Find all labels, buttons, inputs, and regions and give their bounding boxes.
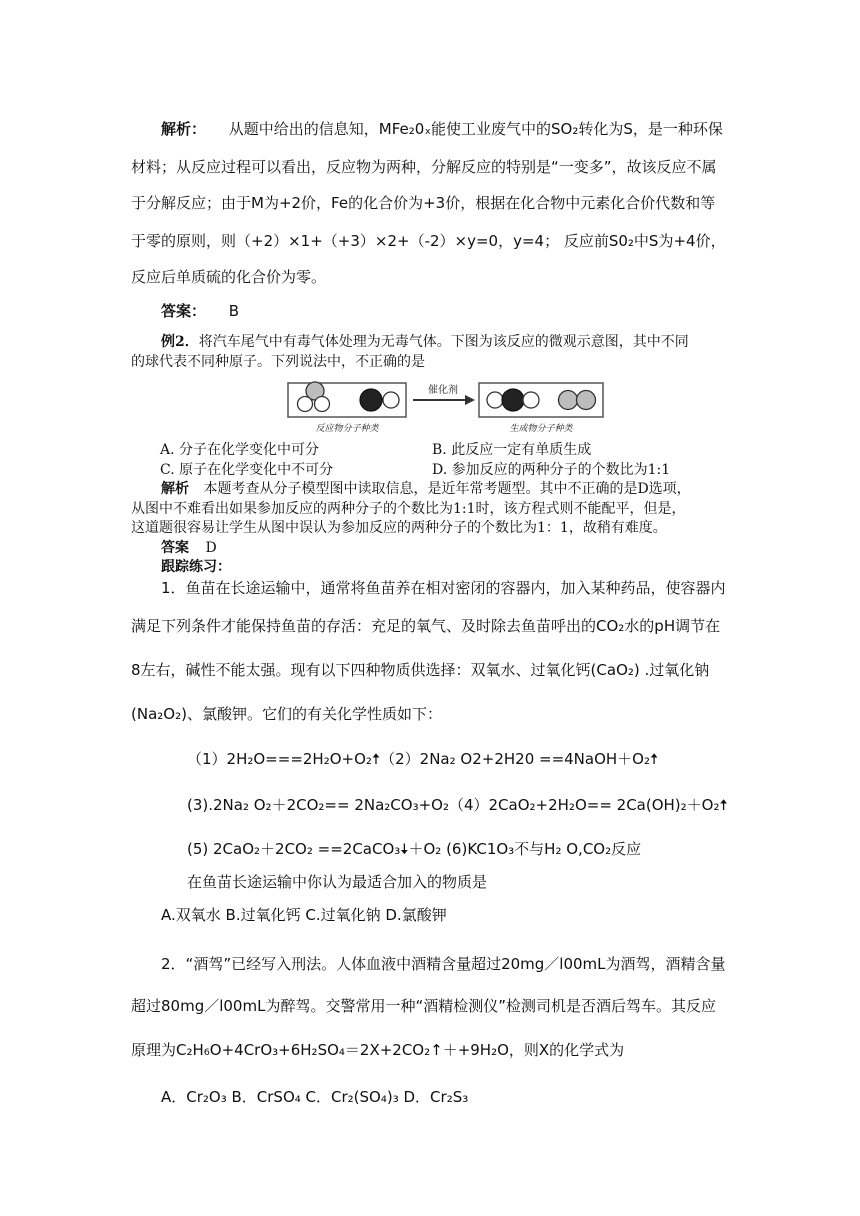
- reaction-diagram-svg: [287, 377, 605, 435]
- question-options: A.双氧水 B.过氧化钙 C.过氧化钠 D.氯酸钾: [161, 906, 447, 924]
- option-b: B. 此反应一定有单质生成: [432, 442, 592, 458]
- question-line: (Na₂O₂)、氯酸钾。它们的有关化学性质如下：: [131, 705, 442, 723]
- question-line: 2．“酒驾”已经写入刑法。人体血液中酒精含量超过20mg／l00mL为酒驾，酒精含量: [161, 955, 726, 973]
- question-options: A．Cr₂O₃ B．CrSO₄ C．Cr₂(SO₄)₃ D．Cr₂S₃: [161, 1088, 469, 1106]
- grey-atom: [559, 391, 578, 410]
- option-a: A. 分子在化学变化中可分: [160, 442, 320, 458]
- option-c: C. 原子在化学变化中不可分: [160, 462, 334, 478]
- example-question-line: 的球代表不同种原子。下列说法中，不正确的是: [131, 354, 425, 370]
- white-atom: [315, 397, 330, 412]
- example-answer-value: D: [205, 540, 217, 556]
- grey-atom: [577, 391, 596, 410]
- question-stem: 在鱼苗长途运输中你认为最适合加入的物质是: [187, 873, 488, 891]
- white-atom: [298, 397, 313, 412]
- analysis-label: 解析：: [161, 120, 207, 138]
- analysis-text: 从题中给出的信息知，MFe₂0ₓ能使工业废气中的SO₂转化为S，是一种环保: [228, 120, 723, 138]
- example-answer-line: [131, 538, 731, 558]
- example-answer-label: 答案: [161, 540, 189, 556]
- black-atom: [502, 389, 524, 411]
- example-text: 将汽车尾气中有毒气体处理为无毒气体。下图为该反应的微观示意图，其中不同: [198, 334, 689, 350]
- answer-line: [131, 301, 731, 321]
- question-line: 8左右，碱性不能太强。现有以下四种物质供选择：双氧水、过氧化钙(CaO₂) .过氧化钠: [131, 661, 710, 679]
- example-analysis-label: 解析: [161, 481, 189, 497]
- analysis-paragraph-line: 于分解反应；由于M为+2价，Fe的化合价为+3价，根据在化合物中元素化合价代数和等: [131, 194, 716, 212]
- arrow-head: [465, 395, 475, 405]
- analysis-paragraph-line: [131, 119, 731, 139]
- white-atom: [487, 392, 503, 408]
- reactant-caption: 反应物分子种类: [315, 424, 379, 434]
- example-analysis-text: 本题考查从分子模型图中读取信息，是近年常考题型。其中不正确的是D选项，: [203, 481, 691, 497]
- example-analysis-line: 从图中不难看出如果参加反应的两种分子的个数比为1:1时，该方程式则不能配平，但是，: [131, 501, 686, 517]
- option-d: D. 参加反应的两种分子的个数比为1:1: [432, 462, 671, 478]
- analysis-paragraph-line: 材料；从反应过程可以看出，反应物为两种，分解反应的特别是“一变多”，故该反应不属: [131, 158, 717, 176]
- practice-title: 跟踪练习：: [161, 559, 231, 575]
- catalyst-label: 催化剂: [428, 385, 458, 396]
- black-atom: [360, 389, 382, 411]
- question-line: 1．鱼苗在长途运输中，通常将鱼苗养在相对密闭的容器内，加入某种药品，使容器内: [161, 579, 726, 597]
- equation-line: （1）2H₂O===2H₂O+O₂🠅（2）2Na₂ O2+2H20 ==4NaOH＋O₂🠅: [187, 750, 659, 768]
- reaction-diagram: [287, 377, 605, 435]
- analysis-paragraph-line: 反应后单质硫的化合价为零。: [131, 268, 327, 286]
- white-atom: [523, 392, 539, 408]
- question-line: 满足下列条件才能保持鱼苗的存活：充足的氧气、及时除去鱼苗呼出的CO₂水的pH调节在: [131, 617, 721, 635]
- example-label: 例2．: [161, 334, 199, 350]
- question-line: 超过80mg／l00mL为醉驾。交警常用一种“酒精检测仪”检测司机是否酒后驾车。其反应: [131, 997, 716, 1015]
- example-analysis-line: [131, 479, 731, 499]
- example-analysis-line: 这道题很容易让学生从图中误认为参加反应的两种分子的个数比为1：1，故稍有难度。: [131, 520, 667, 536]
- answer-label: 答案：: [161, 302, 207, 320]
- product-caption: 生成物分子种类: [509, 424, 573, 434]
- white-atom: [383, 392, 399, 408]
- equation-line: (5) 2CaO₂＋2CO₂ ==2CaCO₃🠇＋O₂ (6)KC1O₃不与H₂ O,CO₂反应: [187, 840, 642, 858]
- answer-value: B: [228, 302, 240, 320]
- equation-line: (3).2Na₂ O₂＋2CO₂== 2Na₂CO₃+O₂（4）2CaO₂+2H₂O== 2Ca(OH)₂＋O₂🠅: [187, 796, 728, 814]
- example-question-line: [131, 332, 731, 352]
- question-line: 原理为C₂H₆O+4CrO₃+6H₂SO₄＝2X+2CO₂↑＋+9H₂O，则X的化学式为: [131, 1041, 625, 1059]
- analysis-paragraph-line: 于零的原则，则（+2）×1+（+3）×2+（-2）×y=0，y=4； 反应前S0₂中S为+4价，: [131, 232, 726, 250]
